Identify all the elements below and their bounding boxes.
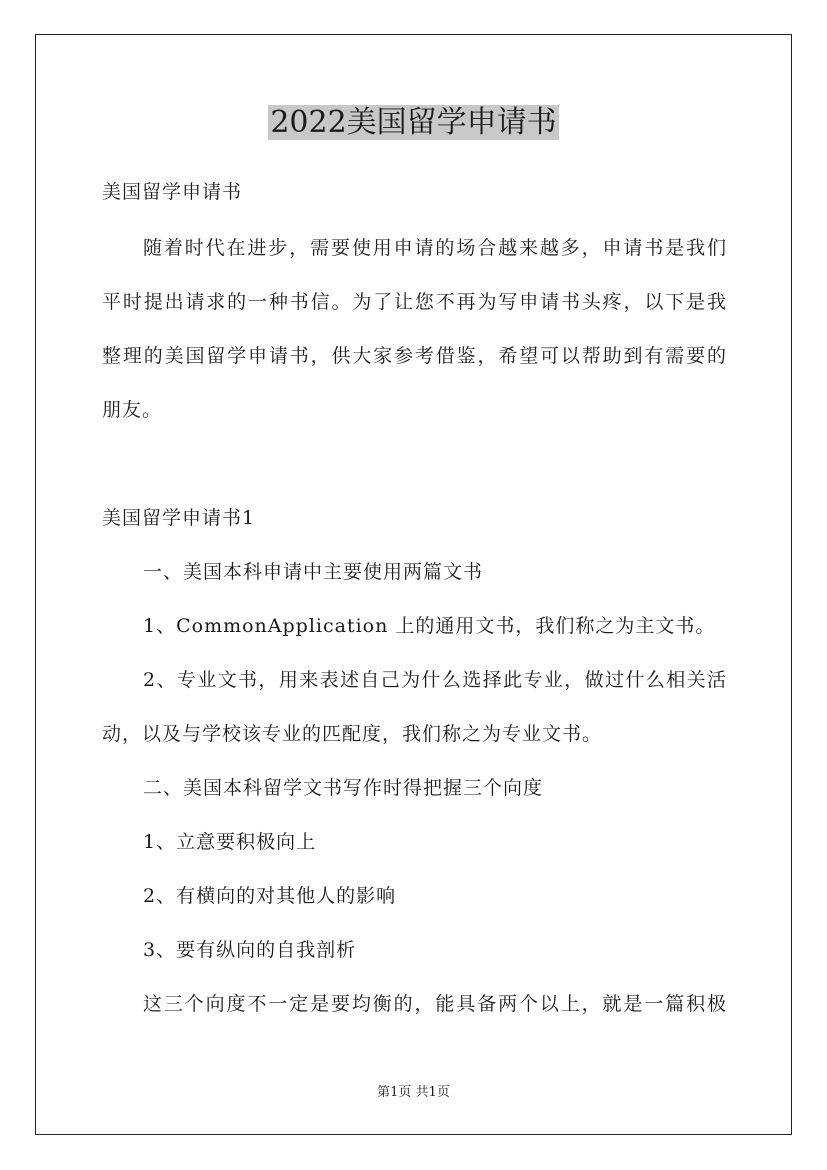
paragraph-line: 随着时代在进步，需要使用申请的场合越来越多，申请书是我们 [143, 237, 727, 259]
page-number: 第1页 共1页 [377, 1085, 450, 1100]
paragraph-line: 朋友。 [102, 399, 163, 421]
document-title: 2022美国留学申请书 [270, 105, 557, 140]
section-heading: 美国留学申请书 [102, 181, 243, 203]
paragraph-line: 动，以及与学校该专业的匹配度，我们称之为专业文书。 [102, 723, 603, 745]
paragraph-line: 1、立意要积极向上 [143, 831, 317, 853]
paragraph-line: 平时提出请求的一种书信。为了让您不再为写申请书头疼，以下是我 [102, 291, 727, 313]
paragraph-line: 这三个向度不一定是要均衡的，能具备两个以上，就是一篇积极 [143, 993, 727, 1015]
paragraph-line: 1、CommonApplication 上的通用文书，我们称之为主文书。 [143, 615, 716, 637]
paragraph-line: 一、美国本科申请中主要使用两篇文书 [143, 561, 484, 583]
paragraph-line: 2、专业文书，用来表述自己为什么选择此专业，做过什么相关活 [143, 669, 727, 691]
paragraph-line: 整理的美国留学申请书，供大家参考借鉴，希望可以帮助到有需要的 [102, 345, 727, 367]
section-heading: 美国留学申请书1 [102, 507, 256, 529]
paragraph-line: 3、要有纵向的自我剖析 [143, 939, 357, 961]
paragraph-line: 2、有横向的对其他人的影响 [143, 885, 397, 907]
paragraph-line: 二、美国本科留学文书写作时得把握三个向度 [143, 777, 544, 799]
